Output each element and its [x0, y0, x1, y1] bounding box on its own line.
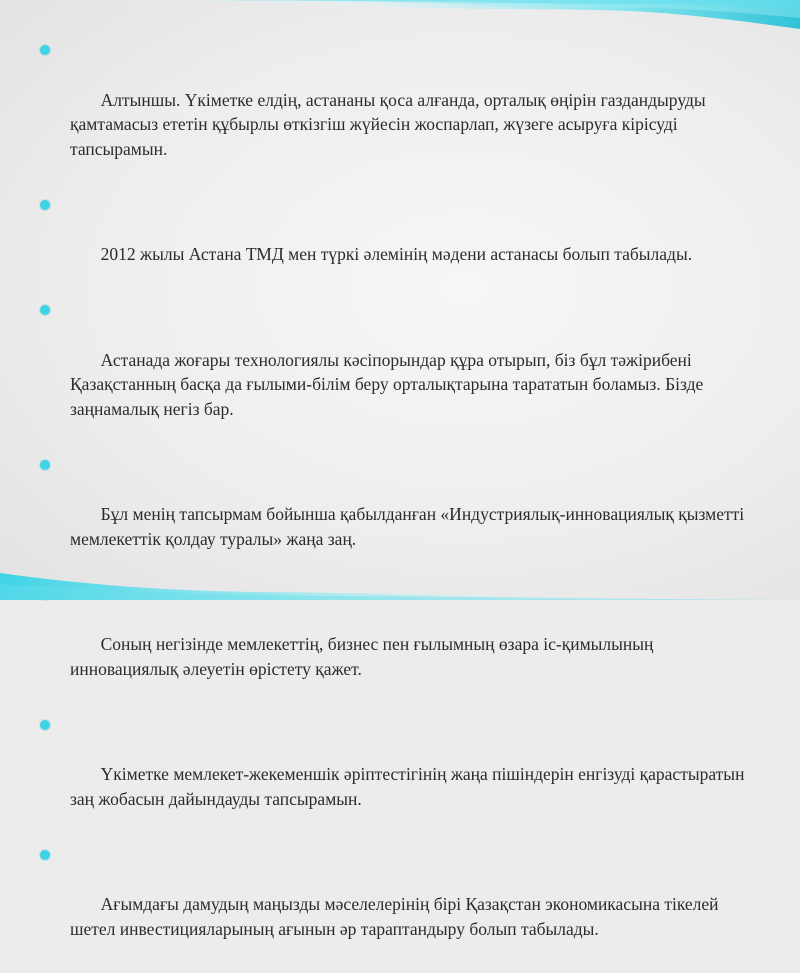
bullet-text: Ағымдағы дамудың маңызды мәселелерінің бірі Қазақстан экономикасына тікелей шетел инвестицияларының ағынын әр тараптандыру болып табылады.	[70, 894, 723, 940]
bullet-text: Астанада жоғары технологиялы кәсіпорындар құра отырып, біз бұл тәжірибені Қазақстанның басқа да ғылыми-білім беру орталықтарына тарататын боламыз. Бізде заңнамалық негіз бар.	[70, 349, 708, 420]
bullet-point-icon	[40, 720, 50, 730]
bullet-point-icon	[40, 460, 50, 470]
top-wave-decoration	[0, 0, 800, 40]
bullet-text: 2012 жылы Астана ТМД мен түркі әлемінің мәдени астанасы болып табылады.	[96, 244, 693, 265]
bullet-item	[40, 453, 749, 577]
bottom-wave-decoration	[0, 560, 800, 600]
bullet-text: Соның негізінде мемлекеттің, бизнес пен ғылымның өзара іс-қимылының инновациялық әлеуетін өрістету қажет.	[70, 634, 658, 680]
bullet-item	[40, 298, 745, 447]
bullet-item	[40, 193, 745, 292]
bullet-item	[40, 713, 749, 837]
bullet-item	[40, 843, 745, 967]
bullet-text: Үкіметке мемлекет-жекеменшік әріптестігінің жаңа пішіндерін енгізуді қарастыратын заң жобасын дайындауды тапсырамын.	[70, 764, 749, 810]
bullet-item	[40, 583, 745, 707]
bullet-point-icon	[40, 850, 50, 860]
bullet-text: Бұл менің тапсырмам бойынша қабылданған «Индустриялық-инновациялық қызметті мемлекеттік қолдау туралы» жаңа заң.	[70, 504, 749, 550]
bullet-point-icon	[40, 305, 50, 315]
bullet-text: Алтыншы. Үкіметке елдің, астананы қоса алғанда, орталық өңірін газдандыруды қамтамасыз ететін құбырлы өткізгіш жүйесін жоспарлап, жүзеге асыруға кірісуді тапсырамын.	[70, 89, 711, 160]
bullet-point-icon	[40, 45, 50, 55]
bullet-point-icon	[40, 200, 50, 210]
bullet-item	[40, 38, 745, 187]
bullet-list	[40, 38, 749, 973]
